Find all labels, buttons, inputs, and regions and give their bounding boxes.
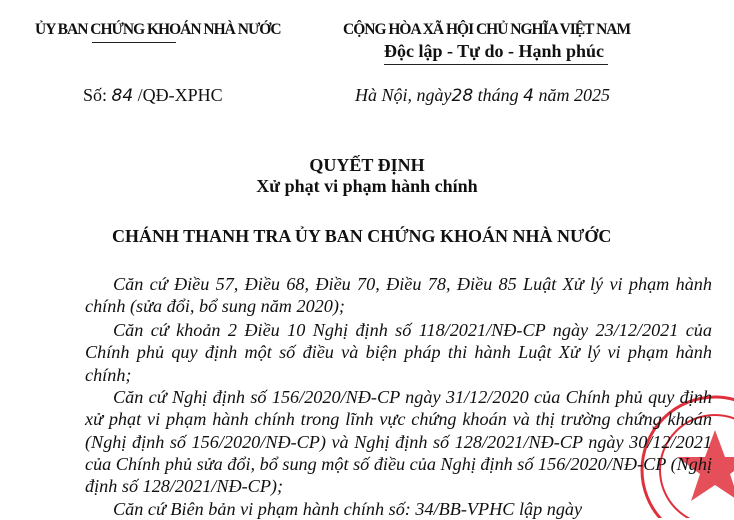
- place: Hà Nội, ngày: [355, 85, 452, 105]
- year: năm 2025: [538, 85, 610, 105]
- so-label: Số:: [83, 85, 108, 105]
- month-label: tháng: [477, 85, 519, 105]
- document-title: QUYẾT ĐỊNH: [309, 155, 425, 175]
- legal-basis-4: Căn cứ Biên bản vi phạm hành chính số: 34/BB-VPHC lập ngày: [113, 499, 583, 519]
- handwritten-number: 84: [111, 86, 134, 106]
- place-date: [355, 85, 610, 106]
- motto-underline: [384, 64, 608, 65]
- legal-basis-2: Căn cứ khoản 2 Điều 10 Nghị định số 118/2021/NĐ-CP ngày 23/12/2021 của Chính phủ quy định một số điều và biện pháp thi hành Luật Xử lý vi phạm hành chính;: [85, 320, 712, 385]
- issuing-authority: CHÁNH THANH TRA ỦY BAN CHỨNG KHOÁN NHÀ NƯỚC: [112, 226, 612, 246]
- document-subtitle: Xử phạt vi phạm hành chính: [256, 176, 478, 196]
- agency-name: ỦY BAN CHỨNG KHOÁN NHÀ NƯỚC: [35, 21, 281, 38]
- legal-basis-3: Căn cứ Nghị định số 156/2020/NĐ-CP ngày 31/12/2020 của Chính phủ quy định xử phạt vi phạm hành chính trong lĩnh vực chứng khoán và thị trường chứng khoán (Nghị định số 156/2020/NĐ-CP) và Nghị định số 128/2021/NĐ-CP ngày 30/12/2021 của Chính phủ sửa đổi, bổ sung một số điều của Nghị định số 156/2020/NĐ-CP (Nghị định số 128/2021/NĐ-CP);: [85, 387, 712, 497]
- handwritten-day: 28: [451, 86, 474, 106]
- motto: Độc lập - Tự do - Hạnh phúc: [384, 41, 605, 61]
- number-suffix: /QĐ-XPHC: [137, 85, 223, 105]
- legal-basis-1: Căn cứ Điều 57, Điều 68, Điều 70, Điều 78, Điều 85 Luật Xử lý vi phạm hành chính (sửa đổi, bổ sung năm 2020);: [85, 274, 712, 317]
- decision-number: [83, 85, 223, 106]
- country-name: CỘNG HÒA XÃ HỘI CHỦ NGHĨA VIỆT NAM: [343, 21, 631, 38]
- handwritten-month: 4: [523, 86, 534, 106]
- agency-underline: [92, 42, 176, 43]
